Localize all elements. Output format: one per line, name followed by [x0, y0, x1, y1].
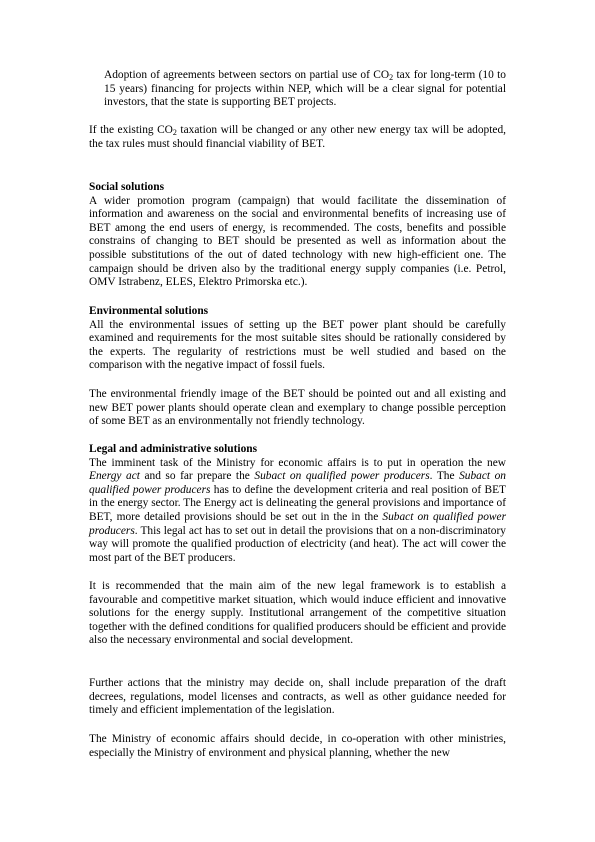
section-environmental [89, 305, 506, 373]
text-run: . The [429, 470, 460, 483]
text-run: . This legal act has to set out in detail the provisions that on a non-discriminatory way will promote the qualified production of electricity (and heat). The act will cower the most part of the BET producers. [89, 524, 506, 564]
text-run: Adoption of agreements between sectors on partial use of CO [104, 69, 390, 81]
paragraph-recommendation: It is recommended that the main aim of the new legal framework is to establish a favourable and competitive market situation, which would induce efficient and innovative solutions for the energy supply. Institutional arrangement of the competitive situation together with the defined conditions for qualified producers should be efficient and provide also the necessary environmental and social development. [89, 580, 506, 647]
paragraph-co2-taxation [89, 124, 506, 151]
paragraph-ministry: The Ministry of economic affairs should decide, in co-operation with other ministries, especially the Ministry of environment and physical planning, whether the new [89, 733, 506, 759]
section-social [89, 181, 506, 290]
paragraph-environmental: All the environmental issues of setting up the BET power plant should be carefully examined and requirements for the most suitable sites should be rationally considered by the experts. The regularity of restrictions must be well studied and based on the comparison with the negative impact of fossil fuels. [89, 318, 506, 372]
text-run: and so far prepare the [139, 470, 255, 483]
text-run: has to define the development criteria and real position of BET in the energy sector. The Energy act is delineating the general provisions and importance of BET, more detailed provisions should be set out in the in the [89, 483, 506, 523]
paragraph-further-actions: Further actions that the ministry may decide on, shall include preparation of the draft decrees, regulations, model licenses and contracts, as well as other guidance needed for timely and efficient implementation of the legislation. [89, 677, 506, 717]
italic-energy-act: Energy act [89, 470, 140, 483]
italic-subact: Subact on qualified power producers [89, 470, 507, 496]
section-legal [89, 443, 506, 565]
text-run: The imminent task of the Ministry for economic affairs is to put in operation the new [89, 456, 506, 469]
paragraph-social: A wider promotion program (campaign) that would facilitate the dissemination of information and awareness on the social and environmental benefits of increasing use of BET among the end users of energy, is recommended. The costs, benefits and possible constrains of changing to BET should be presented as well as information about the possible substitutions of the out of dated technology with new high-efficient one. The campaign should be driven also by the traditional energy supply companies (i.e. Petrol, OMV Istrabenz, ELES, Elektro Primorska etc.). [89, 194, 506, 289]
paragraph-co2-agreements [104, 69, 506, 110]
heading-legal-solutions: Legal and administrative solutions [89, 443, 258, 455]
italic-subact: Subact on qualified power producers [89, 510, 506, 537]
subscript-2: 2 [172, 128, 177, 137]
heading-social-solutions: Social solutions [89, 181, 165, 193]
text-run: tax for long-term (10 to 15 years) financing for projects within NEP, which will be a clear signal for potential investors, that the state is supporting BET projects. [104, 69, 506, 109]
text-run: If the existing CO [89, 124, 173, 136]
italic-subact: Subact on qualified power producers [254, 470, 430, 483]
heading-environmental-solutions: Environmental solutions [89, 305, 209, 317]
subscript-2: 2 [389, 73, 394, 82]
paragraph-environmental-image: The environmental friendly image of the BET should be pointed out and all existing and new BET power plants should operate clean and exemplary to change possible perception of some BET as an environmentally not friendly technology. [89, 388, 506, 428]
text-run: taxation will be changed or any other new energy tax will be adopted, the tax rules must should financial viability of BET. [89, 124, 507, 150]
paragraph-legal [89, 457, 506, 566]
